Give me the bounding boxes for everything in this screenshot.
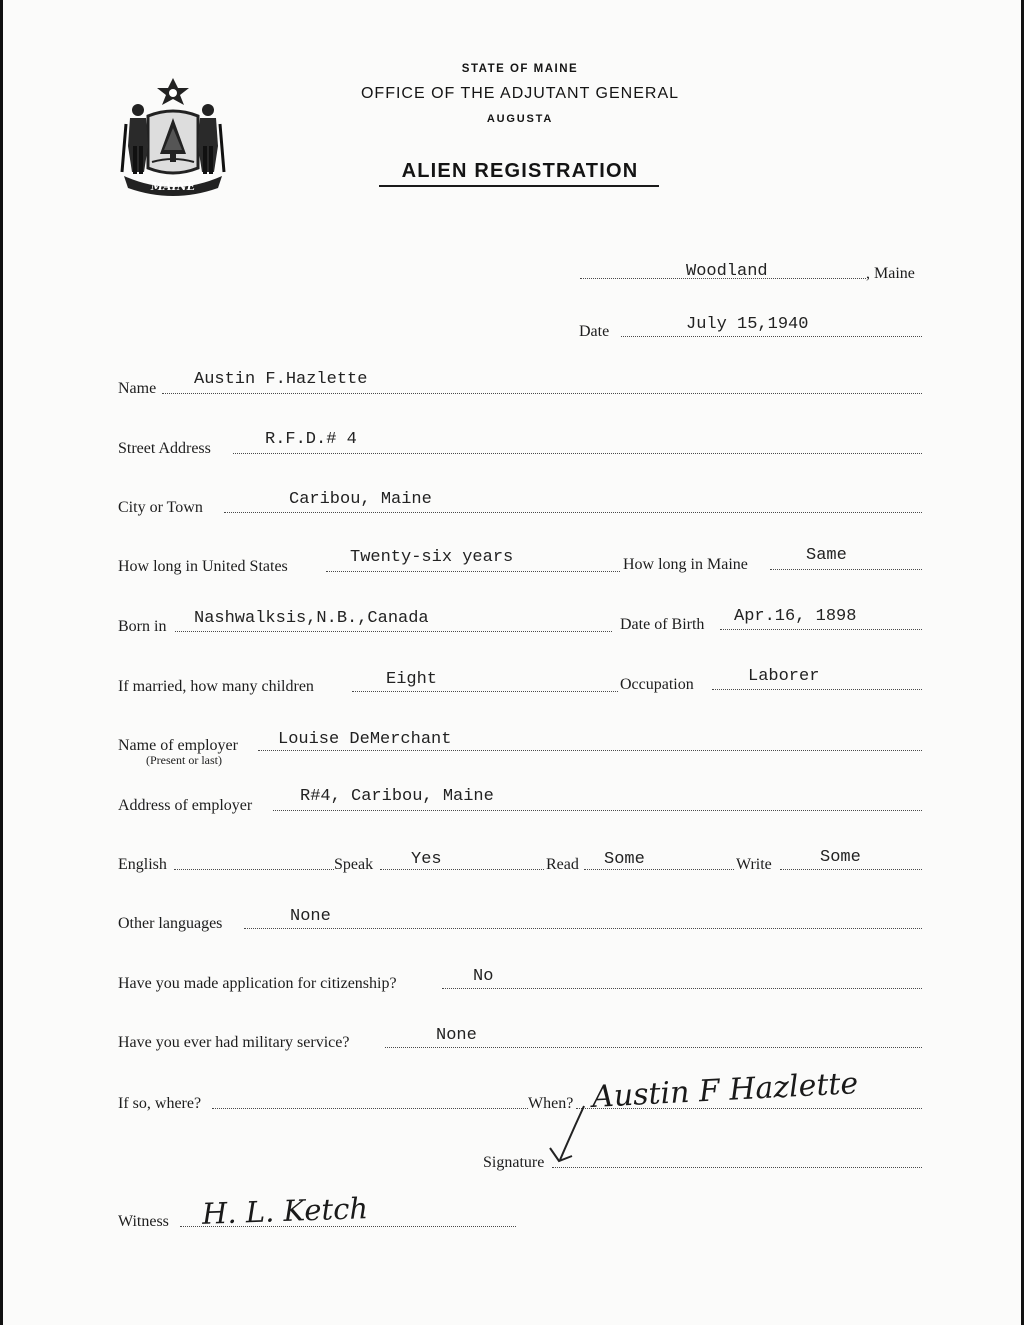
witness-handwriting: H. L. Ketch: [201, 1191, 369, 1231]
employer-address-line: [273, 810, 922, 811]
signature-arrow: [540, 1104, 590, 1166]
header-office: OFFICE OF THE ADJUTANT GENERAL: [360, 85, 680, 102]
military-value: None: [436, 1026, 477, 1045]
born-in-value: Nashwalksis,N.B.,Canada: [194, 609, 429, 628]
title-underline: [379, 185, 659, 187]
when-label: When?: [528, 1095, 574, 1112]
header-city: AUGUSTA: [486, 113, 554, 125]
how-long-us-line: [326, 571, 620, 572]
where-line: [212, 1108, 528, 1109]
employer-address-value: R#4, Caribou, Maine: [300, 787, 494, 806]
street-label: Street Address: [118, 440, 211, 457]
maine-suffix: , Maine: [866, 265, 915, 282]
speak-line: [380, 869, 544, 870]
how-long-maine-line: [770, 569, 922, 570]
write-line: [780, 869, 922, 870]
other-languages-value: None: [290, 907, 331, 926]
employer-note: (Present or last): [146, 753, 222, 767]
read-label: Read: [546, 856, 579, 873]
date-label: Date: [579, 323, 610, 340]
occupation-label: Occupation: [620, 676, 694, 693]
how-long-us-label: How long in United States: [118, 558, 288, 575]
citizenship-label: Have you made application for citizenship?: [118, 975, 397, 992]
name-label: Name: [118, 380, 157, 397]
employer-name-value: Louise DeMerchant: [278, 730, 452, 749]
citizenship-line: [442, 988, 922, 989]
employer-name-label: Name of employer: [118, 737, 238, 754]
speak-value: Yes: [411, 850, 442, 869]
witness-label: Witness: [118, 1213, 169, 1230]
read-line: [584, 869, 734, 870]
children-label: If married, how many children: [118, 678, 314, 695]
signature-line: [552, 1167, 922, 1168]
how-long-us-value: Twenty-six years: [350, 548, 514, 567]
english-label: English: [118, 856, 167, 873]
how-long-maine-label: How long in Maine: [623, 556, 748, 573]
occupation-value: Laborer: [748, 667, 820, 686]
name-value: Austin F.Hazlette: [194, 370, 368, 389]
military-label: Have you ever had military service?: [118, 1034, 350, 1051]
form-title: ALIEN REGISTRATION: [401, 160, 639, 182]
speak-label: Speak: [334, 856, 374, 873]
write-value: Some: [820, 848, 861, 867]
how-long-maine-value: Same: [806, 546, 847, 565]
military-line: [385, 1047, 922, 1048]
employer-name-line: [258, 750, 922, 751]
name-line: [162, 393, 922, 394]
seal-banner-text: MAINE: [150, 180, 196, 193]
write-label: Write: [736, 856, 772, 873]
dob-value: Apr.16, 1898: [734, 607, 857, 626]
scan-border-left: [0, 0, 3, 1325]
born-in-line: [175, 631, 612, 632]
dob-label: Date of Birth: [620, 616, 705, 633]
children-value: Eight: [386, 670, 438, 689]
employer-address-label: Address of employer: [118, 797, 253, 814]
street-line: [233, 453, 922, 454]
read-value: Some: [604, 850, 645, 869]
other-languages-label: Other languages: [118, 915, 223, 932]
children-line: [352, 691, 618, 692]
city-value: Caribou, Maine: [289, 490, 432, 509]
dob-line: [720, 629, 922, 630]
born-in-label: Born in: [118, 618, 167, 635]
occupation-line: [712, 689, 922, 690]
city-line: [224, 512, 922, 513]
town-value: Woodland: [686, 262, 768, 281]
other-languages-line: [244, 928, 922, 929]
header-state: STATE OF MAINE: [461, 63, 579, 75]
street-value: R.F.D.# 4: [265, 430, 357, 449]
date-value: July 15,1940: [686, 315, 809, 334]
english-line: [174, 869, 334, 870]
city-label: City or Town: [118, 499, 203, 516]
signature-label: Signature: [483, 1154, 545, 1171]
signature-handwriting: Austin F Hazlette: [591, 1066, 860, 1115]
date-line: [621, 336, 922, 337]
where-label: If so, where?: [118, 1095, 202, 1112]
citizenship-value: No: [473, 967, 494, 986]
